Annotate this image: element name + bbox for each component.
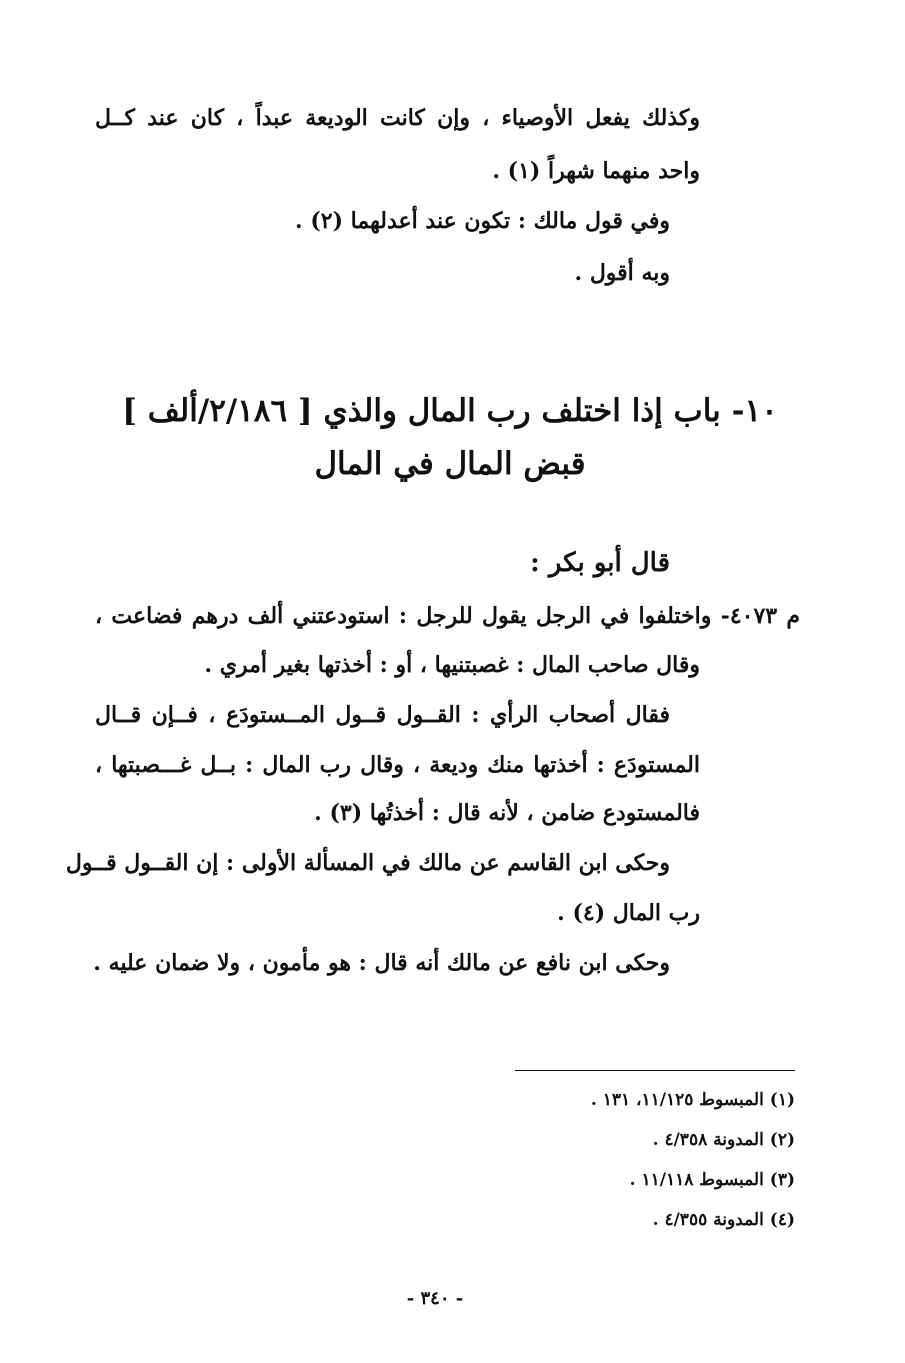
- paragraph-line: المستودَع : أخذتها منك وديعة ، وقال رب المال : بــل غـــصبتها ،: [95, 752, 700, 778]
- footnote-marker: (٤): [769, 1210, 795, 1230]
- footnote-text: المدونة ٤/٣٥٥ .: [652, 1210, 764, 1230]
- footnote-marker: (١): [769, 1090, 795, 1110]
- footnote-3: [630, 1170, 795, 1190]
- footnote-1: [591, 1090, 795, 1110]
- paragraph-line: وحكى ابن القاسم عن مالك في المسألة الأولى : إن القــول قــول: [65, 850, 670, 876]
- paragraph-line: فقال أصحاب الرأي : القــول قــول المــستودَع ، فــإن قــال: [95, 702, 670, 728]
- footnote-text: المبسوط ١١/١٢٥، ١٣١ .: [590, 1090, 764, 1110]
- paragraph-line: وبه أقول .: [574, 260, 670, 286]
- paragraph-line: م ٤٠٧٣- واختلفوا في الرجل يقول للرجل : استودعتني ألف درهم فضاعت ،: [95, 603, 800, 629]
- footnote-text: المبسوط ١١/١١٨ .: [629, 1170, 764, 1190]
- chapter-title-line-1: ١٠- باب إذا اختلف رب المال والذي [ ٢/١٨٦/ألف ]: [122, 393, 778, 429]
- footnote-text: المدونة ٤/٣٥٨ .: [652, 1130, 764, 1150]
- paragraph-line: وكذلك يفعل الأوصياء ، وإن كانت الوديعة عبداً ، كان عند كــل: [95, 105, 700, 131]
- footnote-marker: (٢): [769, 1130, 795, 1150]
- paragraph-line: وقال صاحب المال : غصبتنيها ، أو : أخذتها بغير أمري .: [204, 652, 700, 678]
- speaker-label: قال أبو بكر :: [530, 548, 670, 578]
- chapter-title-line-2: قبض المال في المال: [314, 446, 586, 482]
- paragraph-line: واحد منهما شهراً (١) .: [492, 158, 700, 184]
- paragraph-line: رب المال (٤) .: [557, 900, 700, 926]
- footnote-4: [653, 1210, 795, 1230]
- page-number: - ٣٤٠ -: [406, 1288, 464, 1309]
- paragraph-line: وفي قول مالك : تكون عند أعدلهما (٢) .: [295, 208, 670, 234]
- footnote-separator: [515, 1070, 795, 1071]
- footnote-2: [653, 1130, 795, 1150]
- paragraph-line: فالمستودع ضامن ، لأنه قال : أخذتُها (٣) .: [314, 800, 700, 826]
- paragraph-line: وحكى ابن نافع عن مالك أنه قال : هو مأمون ، ولا ضمان عليه .: [93, 950, 670, 976]
- footnote-marker: (٣): [769, 1170, 795, 1190]
